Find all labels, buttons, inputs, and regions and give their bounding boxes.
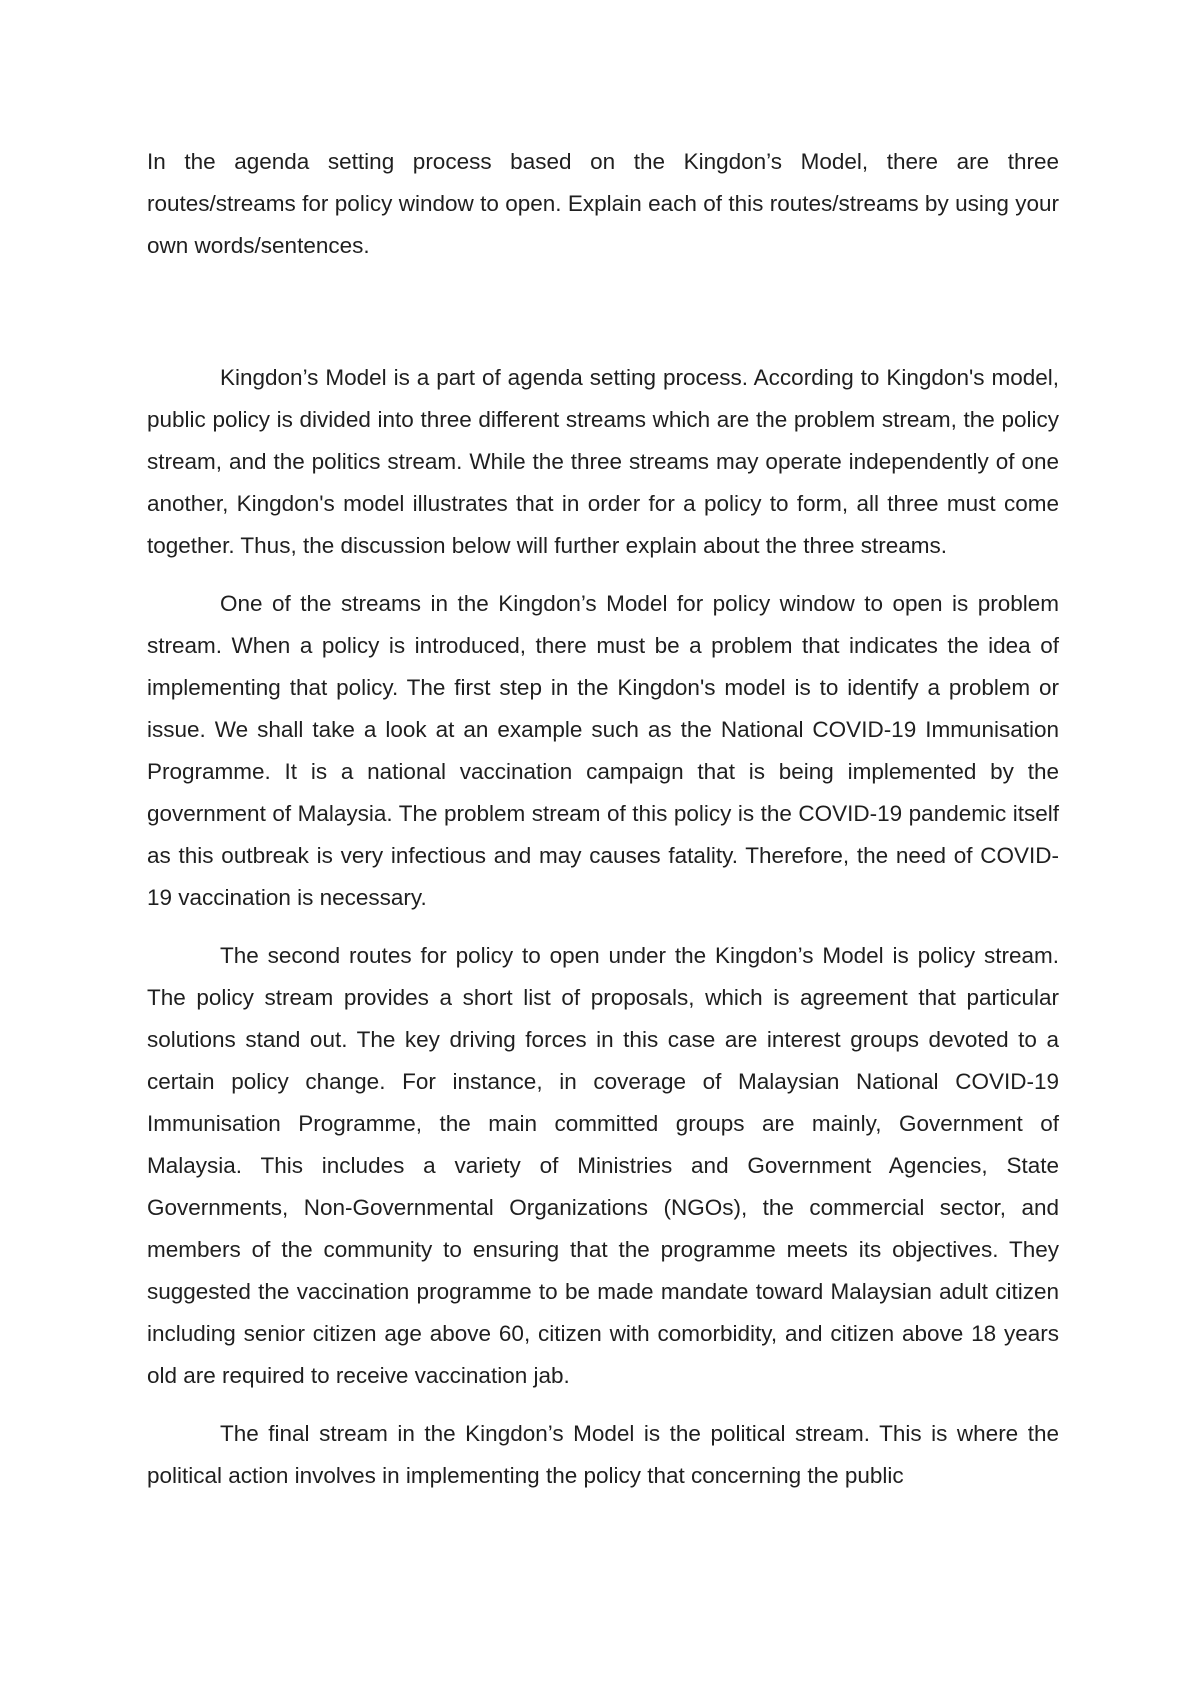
question-text: In the agenda setting process based on the Kingdon’s Model, there are three routes/streams for policy window to open. Explain each of this routes/streams by using your own words/sentences. <box>147 149 1059 258</box>
paragraph-introduction: Kingdon’s Model is a part of agenda setting process. According to Kingdon's model, public policy is divided into three different streams which are the problem stream, the policy stream, and the politics stream. While the three streams may operate independently of one another, Kingdon's model illustrates that in order for a policy to form, all three must come together. Thus, the discussion below will further explain about the three streams. <box>147 365 1059 558</box>
document-page <box>147 141 1059 1513</box>
paragraph-political-stream: The final stream in the Kingdon’s Model is the political stream. This is where the political action involves in implementing the policy that concerning the public <box>147 1421 1059 1488</box>
paragraph-problem-stream: One of the streams in the Kingdon’s Model for policy window to open is problem stream. When a policy is introduced, there must be a problem that indicates the idea of implementing that policy. The first step in the Kingdon's model is to identify a problem or issue. We shall take a look at an example such as the National COVID-19 Immunisation Programme. It is a national vaccination campaign that is being implemented by the government of Malaysia. The problem stream of this policy is the COVID-19 pandemic itself as this outbreak is very infectious and may causes fatality. Therefore, the need of COVID-19 vaccination is necessary. <box>147 591 1059 910</box>
answer-body <box>147 357 1059 1497</box>
paragraph-policy-stream: The second routes for policy to open under the Kingdon’s Model is policy stream. The policy stream provides a short list of proposals, which is agreement that particular solutions stand out. The key driving forces in this case are interest groups devoted to a certain policy change. For instance, in coverage of Malaysian National COVID-19 Immunisation Programme, the main committed groups are mainly, Government of Malaysia. This includes a variety of Ministries and Government Agencies, State Governments, Non-Governmental Organizations (NGOs), the commercial sector, and members of the community to ensuring that the programme meets its objectives. They suggested the vaccination programme to be made mandate toward Malaysian adult citizen including senior citizen age above 60, citizen with comorbidity, and citizen above 18 years old are required to receive vaccination jab. <box>147 943 1059 1388</box>
